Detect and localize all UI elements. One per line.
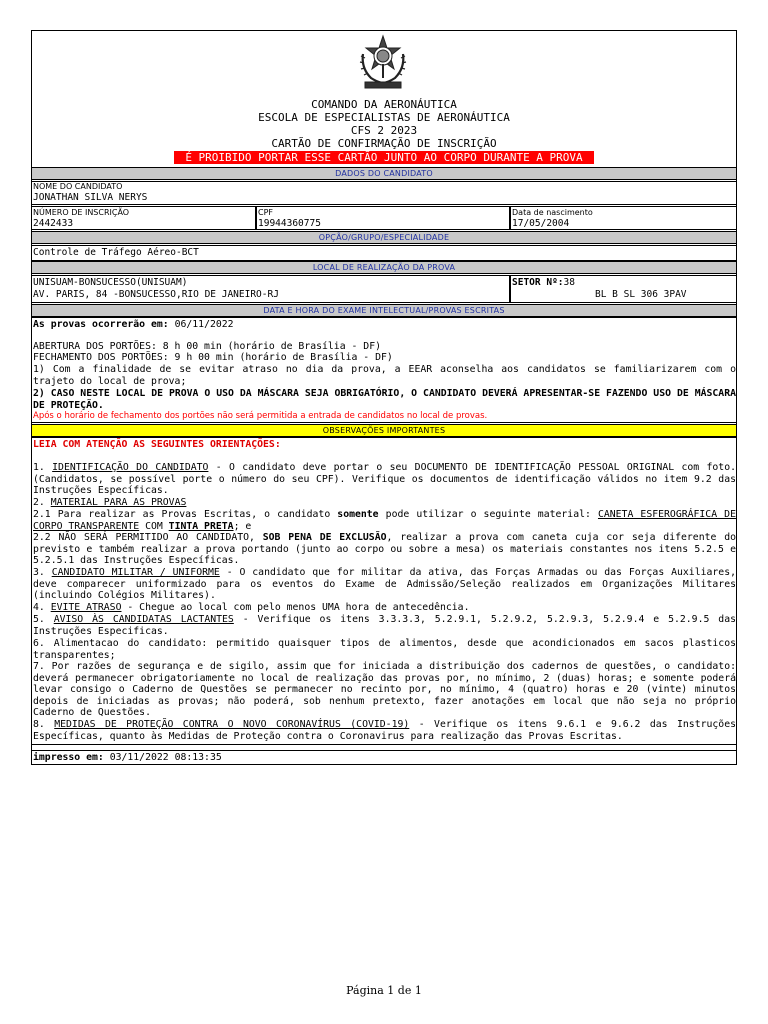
header-school: ESCOLA DE ESPECIALISTAS DE AERONÁUTICA — [258, 111, 510, 124]
obs-item-2: 2. MATERIAL PARA AS PROVAS — [33, 497, 187, 508]
obs-item-1: 1. IDENTIFICAÇÃO DO CANDIDATO - O candidato deve portar o seu DOCUMENTO DE IDENTIFICAÇÃO PESSOAL ORIGINAL com foto. (Candidatos, se possível porte o número do seu CPF). Verifique os documentos de identificação válidos no item 9.2 das Instruções Específicas. — [33, 462, 737, 496]
local-name: UNISUAM-BONSUCESSO(UNISUAM) — [33, 277, 188, 288]
late-warning: Após o horário de fechamento dos portões não será permitida a entrada de candidatos no local de provas. — [33, 411, 488, 421]
name-label: NOME DO CANDIDATO — [33, 182, 123, 191]
obs-item-3: 3. CANDIDATO MILITAR / UNIFORME - O candidato que for militar da ativa, das Forças Armadas ou das Forças Auxiliares, deve comparecer uniformizado para os eventos do Exame de Admissão/Seleção realizados em Organizações Militares (incluindo Colégios Militares). — [33, 567, 736, 601]
section-local: LOCAL DE REALIZAÇÃO DA PROVA — [31, 261, 737, 274]
gates-closing: FECHAMENTO DOS PORTÕES: 9 h 00 min (horário de Brasília - DF) — [33, 352, 393, 363]
cpf-number: 19944360775 — [258, 218, 321, 229]
warning-banner: É PROIBIDO PORTAR ESSE CARTÃO JUNTO AO CORPO DURANTE A PROVA — [174, 151, 594, 164]
cpf-label: CPF — [258, 208, 274, 217]
obs-item-2-1: 2.1 Para realizar as Provas Escritas, o candidato somente pode utilizar o seguinte material: CANETA ESFEROGRÁFICA DE CORPO TRANSPARENTE COM TINTA PRETA; e — [33, 509, 736, 532]
obs-item-4: 4. EVITE ATRASO - Chegue ao local com pelo menos UMA hora de antecedência. — [33, 602, 470, 613]
birth-label: Data de nascimento — [512, 208, 593, 217]
section-opcao: OPÇÃO/GRUPO/ESPECIALIDADE — [31, 231, 737, 244]
birth-date: 17/05/2004 — [512, 218, 570, 229]
printed-at: impresso em: 03/11/2022 08:13:35 — [33, 752, 222, 763]
inscricao-label: NÚMERO DE INSCRIÇÃO — [33, 208, 130, 217]
exam-item-1: 1) Com a finalidade de se evitar atraso no dia da prova, a EEAR aconselha aos candidatos se familiarizarem com o trajeto do local de prova; — [33, 364, 736, 387]
obs-item-6: 6. Alimentacao do candidato: permitido quaisquer tipos de alimentos, desde que acondicionados em sacos plasticos transparentes; — [33, 638, 736, 661]
page-number: Página 1 de 1 — [346, 984, 422, 997]
header-card-title: CARTÃO DE CONFIRMAÇÃO DE INSCRIÇÃO — [271, 137, 497, 150]
setor-room: BL B SL 306 3PAV — [595, 289, 687, 300]
candidate-name: JONATHAN SILVA NERYS — [33, 192, 148, 203]
obs-item-5: 5. AVISO ÀS CANDIDATAS LACTANTES - Verifique os itens 3.3.3.3, 5.2.9.1, 5.2.9.2, 5.2.9.3, 5.2.9.4 e 5.2.9.5 das Instruções Especificas. — [33, 614, 736, 637]
section-dados-candidato: DADOS DO CANDIDATO — [31, 167, 737, 180]
obs-item-7: 7. Por razões de segurança e de sigilo, assim que for iniciada a distribuição dos cadernos de questões, o candidato: deverá permanecer obrigatoriamente no local de realização das provas por, no mínimo, 2 (duas) horas; e somente poderá levar consigo o Caderno de Questões se permanecer no recinto por, no mínimo, 4 (quatro) horas e 20 (vinte) minutos depois de iniciadas as provas; não poderá, sob nenhum pretexto, fazer anotações em local que não seja no próprio Caderno de Questões. — [33, 661, 736, 718]
setor-label: SETOR Nº:38 — [512, 277, 575, 288]
exam-item-2: 2) CASO NESTE LOCAL DE PROVA O USO DA MÁSCARA SEJA OBRIGATÓRIO, O CANDIDATO DEVERÁ APRESENTAR-SE FAZENDO USO DE MÁSCARA DE PROTEÇÃO. — [33, 388, 736, 411]
section-data-hora: DATA E HORA DO EXAME INTELECTUAL/PROVAS ESCRITAS — [31, 304, 737, 317]
gates-opening: ABERTURA DOS PORTÕES: 8 h 00 min (horário de Brasília - DF) — [33, 341, 381, 352]
inscricao-number: 2442433 — [33, 218, 74, 229]
exam-date-line: As provas ocorrerão em: 06/11/2022 — [33, 319, 234, 330]
obs-heading: LEIA COM ATENÇÃO AS SEGUINTES ORIENTAÇÕES: — [33, 439, 281, 450]
section-observacoes: OBSERVAÇÕES IMPORTANTES — [31, 424, 737, 437]
brazil-coat-of-arms-icon — [357, 34, 409, 90]
especialidade: Controle de Tráfego Aéreo-BCT — [33, 247, 199, 258]
header-exam: CFS 2 2023 — [350, 124, 418, 137]
local-address: AV. PARIS, 84 -BONSUCESSO,RIO DE JANEIRO-RJ — [33, 289, 279, 300]
obs-item-2-2: 2.2 NÃO SERÁ PERMITIDO AO CANDIDATO, SOB PENA DE EXCLUSÃO, realizar a prova com caneta cuja cor seja diferente do previsto e também realizar a prova portando (junto ao corpo ou sobre a mesa) os materiais constantes nos itens 5.2.5 e 5.2.5.1 das Instruções Específicas. — [33, 532, 737, 566]
header-command: COMANDO DA AERONÁUTICA — [311, 98, 457, 111]
obs-item-8: 8. MEDIDAS DE PROTEÇÃO CONTRA O NOVO CORONAVÍRUS (COVID-19) - Verifique os itens 9.6.1 e 9.6.2 das Instruções Específicas, quanto às Medidas de Proteção contra o Coronavirus para realização das Provas Escritas. — [33, 719, 736, 742]
